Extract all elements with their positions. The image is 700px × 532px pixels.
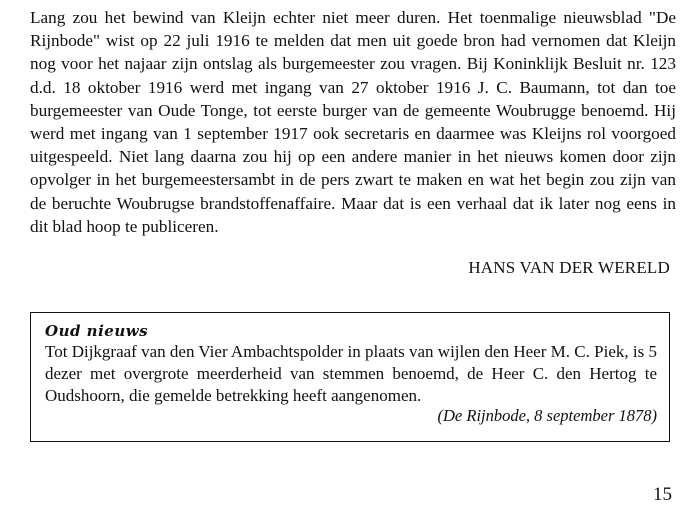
page-number: 15 xyxy=(653,484,672,505)
oud-nieuws-body: Tot Dijkgraaf van den Vier Ambachtspolder in plaats van wijlen den Heer M. C. Piek, is 5 dezer met overgrote meerderheid van stemmen benoemd, de Heer C. den Hertog te Oudshoorn, die gemelde betrekking heeft aangenomen. xyxy=(45,342,657,405)
oud-nieuws-source: (De Rijnbode, 8 september 1878) xyxy=(437,406,657,425)
author-signature: HANS VAN DER WERELD xyxy=(468,258,670,277)
oud-nieuws-title: Oud nieuws xyxy=(45,322,149,340)
article-paragraph: Lang zou het bewind van Kleijn echter niet meer duren. Het toenmalige nieuwsblad "De Rijnbode" wist op 22 juli 1916 te melden dat men uit goede bron had vernomen dat Kleijn nog voor het najaar zijn ontslag als burgemeester zou vragen. Bij Koninklijk Besluit nr. 123 d.d. 18 oktober 1916 werd met ingang van 27 oktober 1916 J. C. Baumann, tot dan toe burgemeester van Oude Tonge, tot eerste burger van de gemeente Woubrugge benoemd. Hij werd met ingang van 1 september 1917 ook secretaris en daarmee was Kleijns rol voorgoed uitgespeeld. Niet lang daarna zou hij op een andere manier in het nieuws komen door zijn opvolger in het burgemeestersambt in de pers zwart te maken en wat het begin zou zijn van de beruchte Woubrugse brandstoffenaffaire. Maar dat is een verhaal dat ik later nog eens in dit blad hoop te publiceren. xyxy=(30,8,676,236)
oud-nieuws-box xyxy=(30,312,670,442)
